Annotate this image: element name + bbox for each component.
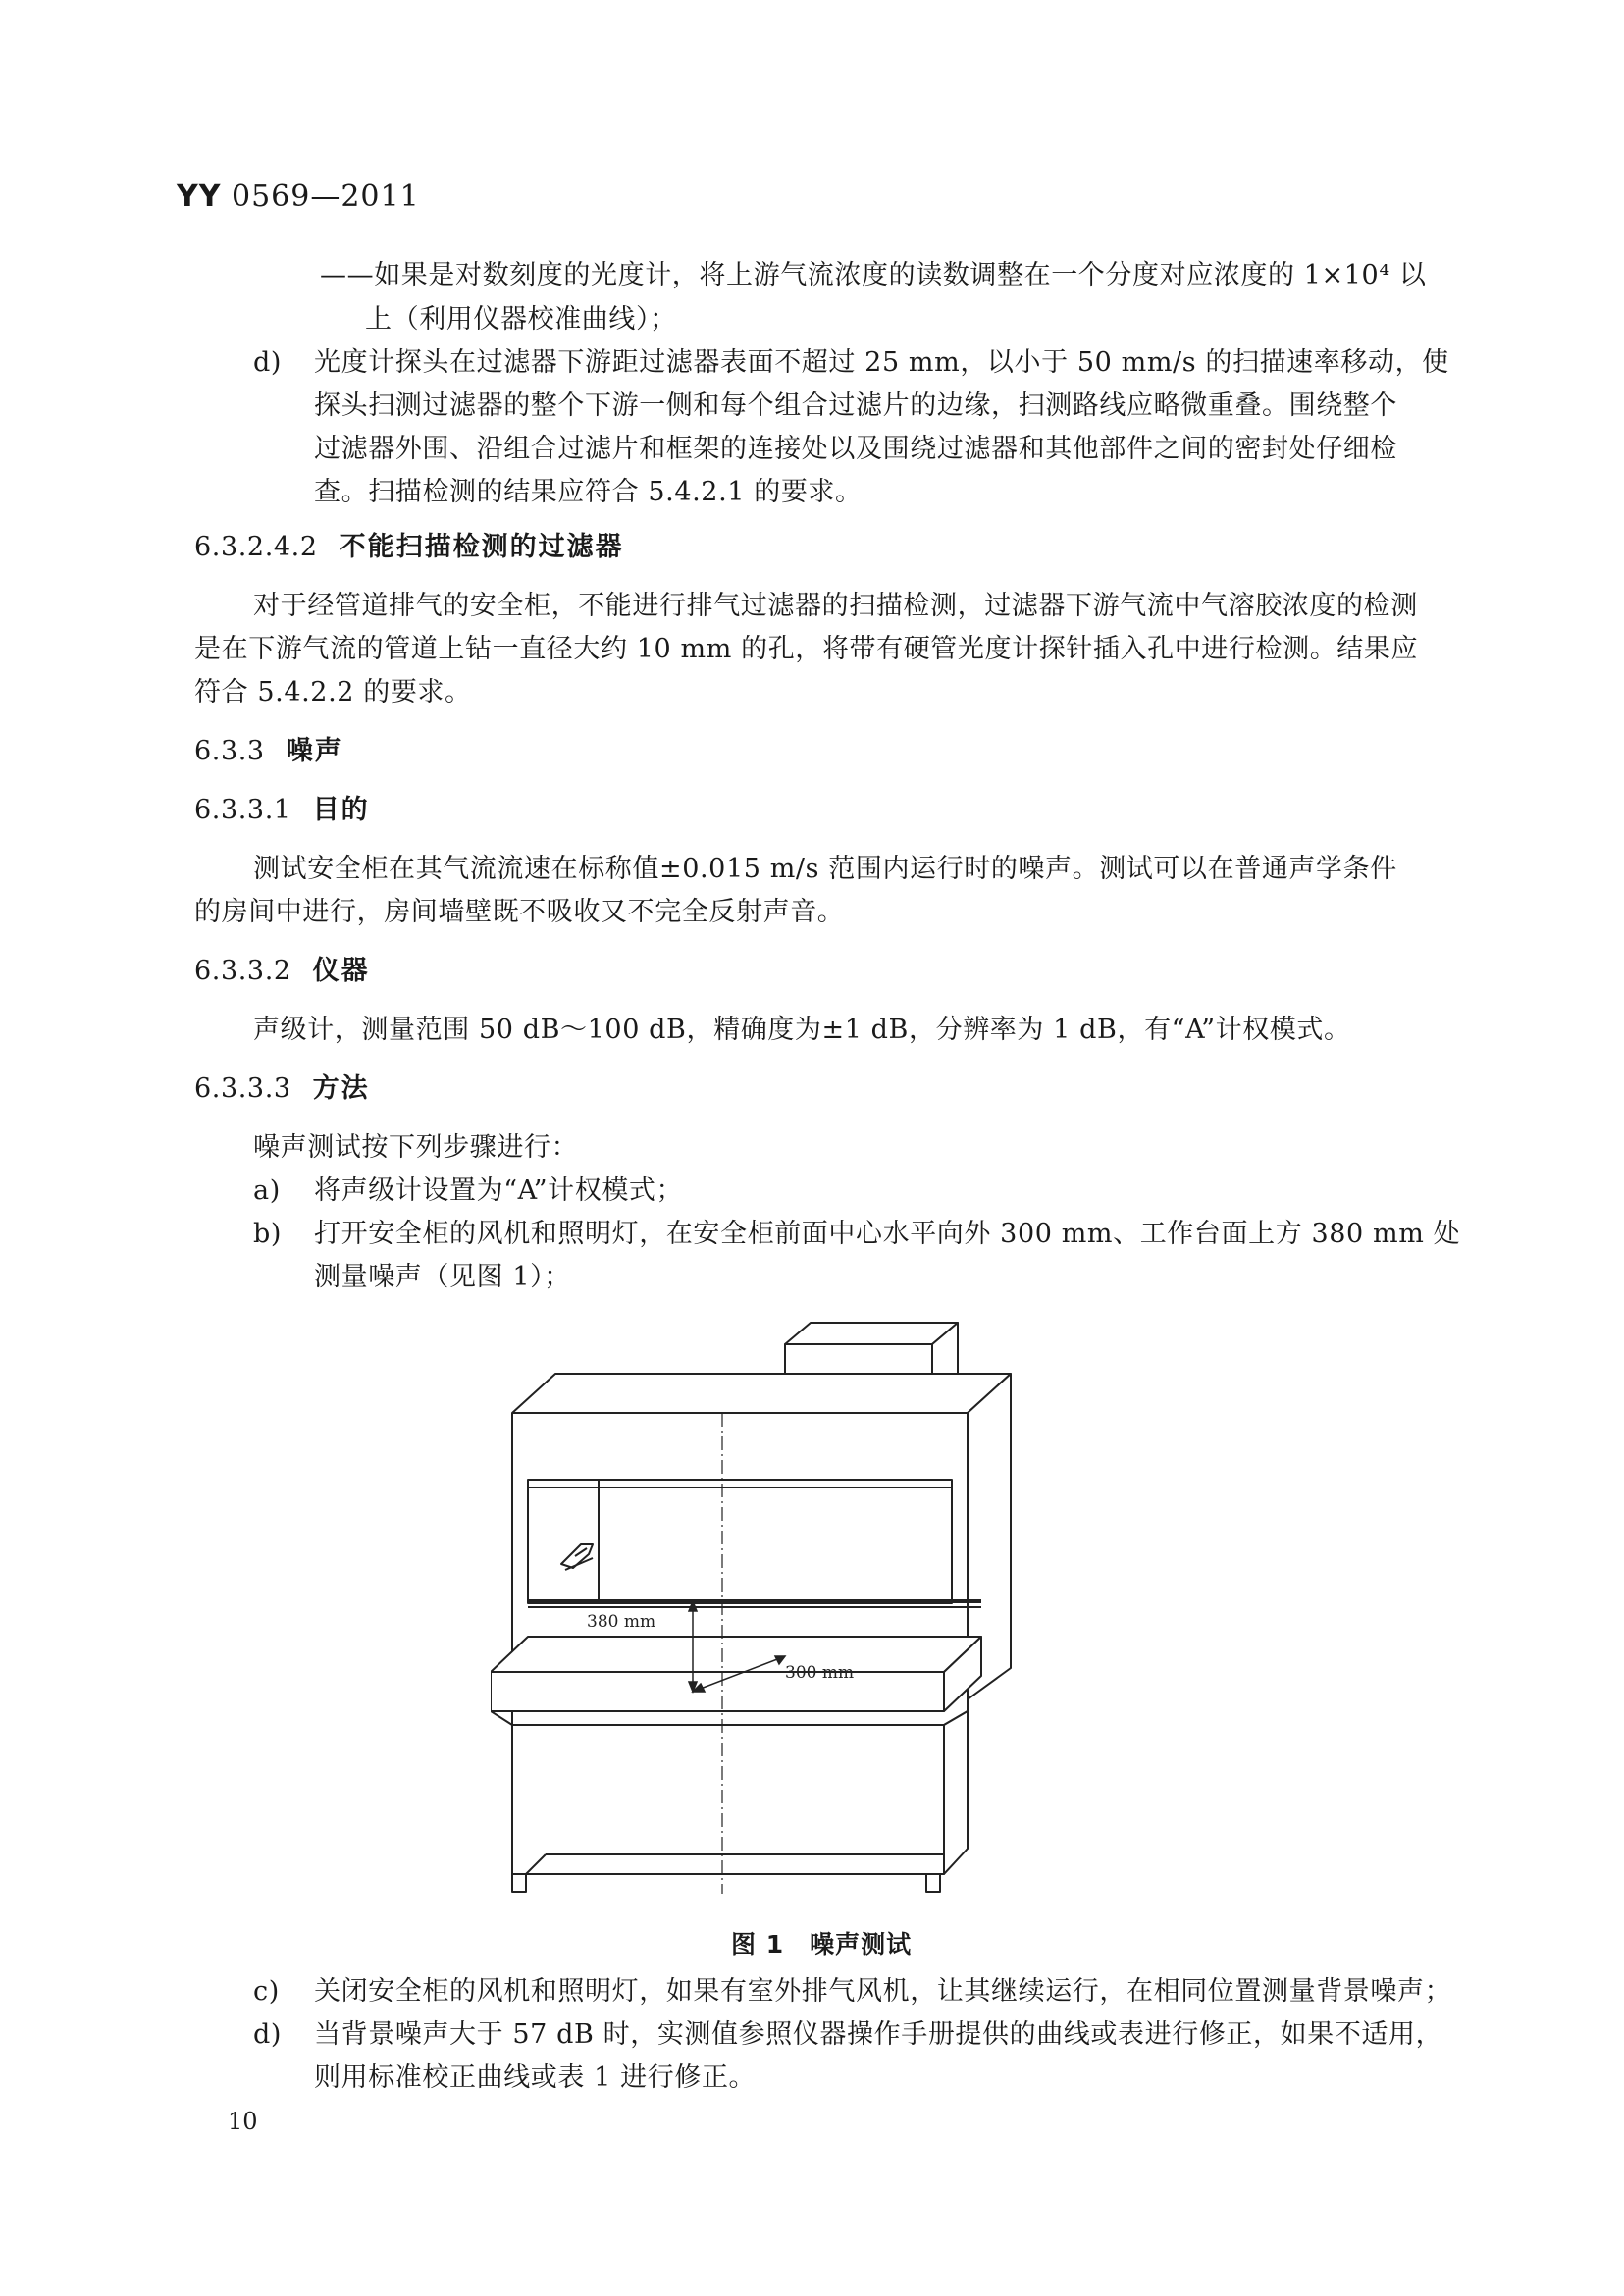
item-d1-line-3: 过滤器外围、沿组合过滤片和框架的连接处以及围绕过滤器和其他部件之间的密封处仔细检 — [314, 434, 1397, 464]
motor-housing-top — [785, 1323, 958, 1344]
figure-noise-test — [491, 1315, 1040, 1904]
section-number: 6.3.3.3 — [194, 1073, 291, 1104]
list-label-c: c) — [253, 1976, 280, 2007]
base-cabinet — [512, 1725, 944, 1874]
section-title: 仪器 — [312, 956, 370, 986]
section-number: 6.3.2.4.2 — [194, 532, 318, 562]
section-heading-6-3-2-4-2 — [194, 528, 624, 567]
item-b-line-2: 测量噪声（见图 1）； — [314, 1262, 571, 1292]
section-heading-6-3-3-1 — [194, 791, 370, 830]
item-b-line-1: 打开安全柜的风机和照明灯，在安全柜前面中心水平向外 300 mm、工作台面上方 380 mm 处 — [314, 1219, 1461, 1249]
para-instrument: 声级计，测量范围 50 dB～100 dB，精确度为±1 dB，分辨率为 1 dB，有“A”计权模式。 — [253, 1015, 1351, 1045]
section-title: 噪声 — [286, 736, 343, 766]
dash-item-line-1: ——如果是对数刻度的光度计，将上游气流浓度的读数调整在一个分度对应浓度的 1×10⁴ 以 — [320, 260, 1427, 290]
item-a-text: 将声级计设置为“A”计权模式； — [314, 1175, 684, 1206]
list-label-b: b) — [253, 1219, 283, 1249]
figure-caption: 图 1 噪声测试 — [731, 1930, 913, 1958]
leg-left — [512, 1874, 526, 1892]
cabinet-top-face — [512, 1374, 1011, 1413]
dimension-380-label: 380 mm — [587, 1612, 656, 1632]
section-heading-6-3-3-3 — [194, 1070, 370, 1109]
section-heading-6-3-3 — [194, 732, 343, 771]
list-label-d: d) — [253, 347, 283, 378]
item-d1-line-1: 光度计探头在过滤器下游距过滤器表面不超过 25 mm，以小于 50 mm/s 的扫描速率移动，使 — [314, 347, 1449, 378]
section-heading-6-3-3-2 — [194, 952, 370, 991]
standard-number: 0569—2011 — [232, 180, 420, 214]
front-ledge — [491, 1672, 944, 1711]
section-number: 6.3.3 — [194, 736, 265, 766]
list-label-a: a) — [253, 1175, 281, 1206]
section-title: 目的 — [312, 795, 370, 825]
section-title: 方法 — [312, 1073, 370, 1104]
dash-item-line-2: 上（利用仪器校准曲线）； — [365, 304, 677, 335]
para-duct-line-1: 对于经管道排气的安全柜，不能进行排气过滤器的扫描检测，过滤器下游气流中气溶胶浓度的检测 — [253, 591, 1418, 621]
standard-prefix: YY — [177, 180, 222, 214]
sash-window — [528, 1480, 952, 1603]
para-purpose-line-2: 的房间中进行，房间墙壁既不吸收又不完全反射声音。 — [194, 897, 845, 927]
page-number: 10 — [228, 2108, 258, 2135]
item-d1-line-4: 查。扫描检测的结果应符合 5.4.2.1 的要求。 — [314, 477, 863, 507]
item-d2-line-1: 当背景噪声大于 57 dB 时，实测值参照仪器操作手册提供的曲线或表进行修正，如果不适用， — [314, 2019, 1443, 2050]
item-d1-line-2: 探头扫测过滤器的整个下游一侧和每个组合过滤片的边缘，扫测路线应略微重叠。围绕整个 — [314, 391, 1397, 421]
para-duct-line-3: 符合 5.4.2.2 的要求。 — [194, 677, 472, 707]
para-method-intro: 噪声测试按下列步骤进行： — [253, 1132, 579, 1163]
item-d2-line-2: 则用标准校正曲线或表 1 进行修正。 — [314, 2062, 757, 2093]
standard-header — [177, 180, 420, 214]
item-c-text: 关闭安全柜的风机和照明灯，如果有室外排气风机，让其继续运行，在相同位置测量背景噪声； — [314, 1976, 1452, 2007]
para-duct-line-2: 是在下游气流的管道上钻一直径大约 10 mm 的孔，将带有硬管光度计探针插入孔中进行检测。结果应 — [194, 634, 1419, 664]
section-title: 不能扫描检测的过滤器 — [339, 532, 624, 562]
section-number: 6.3.3.1 — [194, 795, 291, 825]
dimension-300-label: 300 mm — [785, 1663, 855, 1683]
work-tray — [491, 1637, 981, 1672]
list-label-d-2: d) — [253, 2019, 283, 2050]
section-number: 6.3.3.2 — [194, 956, 291, 986]
para-purpose-line-1: 测试安全柜在其气流流速在标称值±0.015 m/s 范围内运行时的噪声。测试可以在普通声学条件 — [253, 854, 1397, 884]
leg-right — [926, 1874, 940, 1892]
